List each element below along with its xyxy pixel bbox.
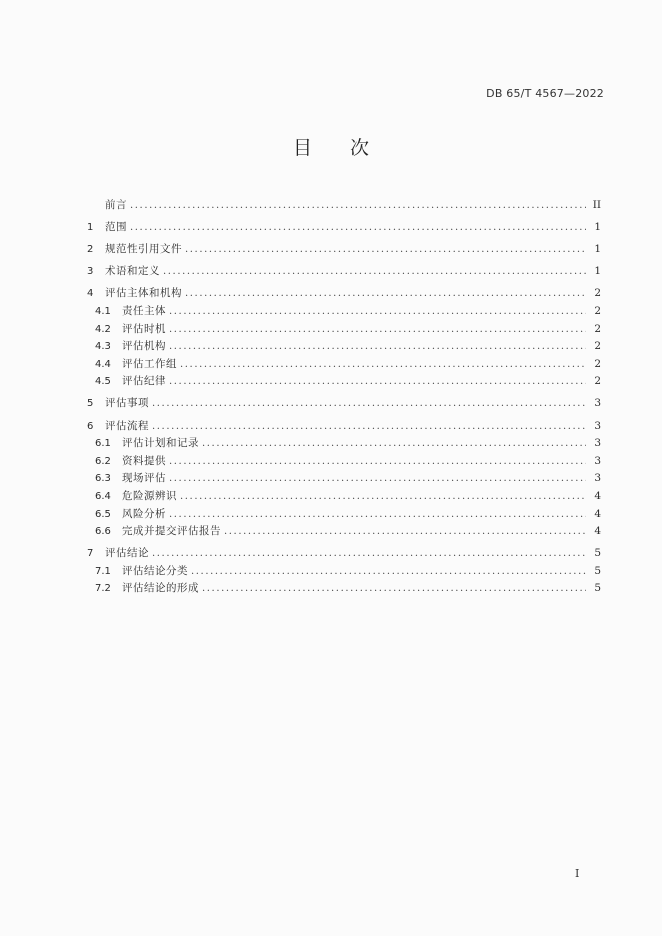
toc-entry-label: 术语和定义 [105, 265, 160, 278]
toc-entry-page: 2 [594, 287, 601, 300]
toc-entry-number: 3 [87, 266, 94, 278]
toc-entry-6[interactable] [87, 418, 601, 436]
toc-entry-label: 评估纪律 [122, 375, 166, 388]
toc-entry-4-2[interactable] [87, 321, 601, 339]
toc-entry-number: 4.1 [95, 305, 111, 317]
toc-entry-label: 评估事项 [105, 397, 149, 410]
toc-entry-page: 3 [594, 472, 601, 485]
toc-leader-dots [169, 470, 586, 488]
toc-entry-7-2[interactable] [87, 580, 601, 598]
toc-entry-number: 6.3 [95, 473, 111, 485]
toc-entry-label: 评估结论的形成 [122, 582, 199, 595]
toc-entry-preface[interactable] [87, 197, 601, 215]
toc-entry-page: 4 [594, 489, 601, 502]
toc-leader-dots [169, 338, 586, 356]
toc-leader-dots [163, 263, 586, 281]
toc-entry-6-3[interactable] [87, 470, 601, 488]
toc-leader-dots [202, 580, 586, 598]
toc-entry-label: 风险分析 [122, 507, 166, 520]
toc-leader-dots [180, 356, 586, 374]
toc-entry-number: 4.3 [95, 341, 111, 353]
toc-entry-4-5[interactable] [87, 373, 601, 391]
toc-entry-label: 评估主体和机构 [105, 287, 182, 300]
toc-leader-dots [169, 303, 586, 321]
toc-entry-6-1[interactable] [87, 435, 601, 453]
toc-entry-page: 1 [594, 265, 601, 278]
toc-entry-number: 6.4 [95, 490, 111, 502]
toc-entry-page: 3 [594, 437, 601, 450]
toc-entry-label: 责任主体 [122, 304, 166, 317]
toc-leader-dots [169, 506, 586, 524]
toc-entry-6-5[interactable] [87, 506, 601, 524]
toc-entry-5[interactable] [87, 395, 601, 413]
toc-entry-number: 7 [87, 548, 94, 560]
toc-entry-2[interactable] [87, 241, 601, 259]
toc-leader-dots [152, 545, 586, 563]
toc-entry-1[interactable] [87, 219, 601, 237]
toc-leader-dots [152, 418, 586, 436]
toc-leader-dots [169, 453, 586, 471]
toc-title-char-2: 次 [350, 137, 370, 159]
toc-title [0, 133, 662, 160]
standard-code: DB 65/T 4567—2022 [486, 87, 604, 100]
toc-entry-4-3[interactable] [87, 338, 601, 356]
toc-entry-label: 范围 [105, 221, 127, 234]
toc-entry-number: 4 [87, 288, 94, 300]
toc-entry-page: 1 [594, 221, 601, 234]
toc-entry-6-4[interactable] [87, 488, 601, 506]
toc-entry-label: 完成并提交评估报告 [122, 525, 221, 538]
toc-entry-number: 4.4 [95, 358, 111, 370]
toc-entry-page: 4 [594, 507, 601, 520]
toc-entry-label: 危险源辨识 [122, 489, 177, 502]
toc-entry-page: 5 [594, 547, 601, 560]
toc-title-char-1: 目 [292, 137, 312, 159]
toc-entry-label: 现场评估 [122, 472, 166, 485]
toc-leader-dots [169, 321, 586, 339]
toc-entry-page: II [592, 199, 601, 211]
toc-entry-page: 3 [594, 397, 601, 410]
toc-leader-dots [130, 197, 586, 215]
toc-entry-6-2[interactable] [87, 453, 601, 471]
toc-leader-dots [169, 373, 586, 391]
toc-entry-number: 7.2 [95, 583, 111, 595]
table-of-contents [87, 197, 601, 598]
toc-entry-6-6[interactable] [87, 523, 601, 541]
toc-entry-4[interactable] [87, 285, 601, 303]
toc-leader-dots [130, 219, 586, 237]
toc-entry-label: 资料提供 [122, 454, 166, 467]
toc-entry-label: 评估流程 [105, 419, 149, 432]
toc-entry-page: 5 [594, 564, 601, 577]
toc-entry-number: 4.2 [95, 323, 111, 335]
toc-entry-label: 评估机构 [122, 340, 166, 353]
toc-entry-number: 6.6 [95, 526, 111, 538]
toc-entry-7-1[interactable] [87, 563, 601, 581]
toc-entry-page: 1 [594, 243, 601, 256]
toc-entry-page: 3 [594, 454, 601, 467]
toc-leader-dots [152, 395, 586, 413]
toc-leader-dots [185, 241, 586, 259]
toc-entry-page: 3 [594, 419, 601, 432]
toc-entry-page: 2 [594, 340, 601, 353]
toc-entry-page: 2 [594, 322, 601, 335]
toc-entry-number: 6.1 [95, 438, 111, 450]
toc-entry-number: 6 [87, 420, 94, 432]
toc-entry-number: 6.2 [95, 455, 111, 467]
toc-entry-page: 5 [594, 582, 601, 595]
toc-entry-page: 2 [594, 304, 601, 317]
toc-entry-number: 4.5 [95, 376, 111, 388]
toc-leader-dots [224, 523, 586, 541]
toc-leader-dots [202, 435, 586, 453]
page-number: I [575, 867, 580, 880]
toc-entry-4-4[interactable] [87, 356, 601, 374]
toc-entry-label: 评估工作组 [122, 357, 177, 370]
toc-entry-page: 2 [594, 357, 601, 370]
toc-entry-4-1[interactable] [87, 303, 601, 321]
toc-entry-page: 2 [594, 375, 601, 388]
toc-entry-label: 规范性引用文件 [105, 243, 182, 256]
toc-entry-number: 5 [87, 398, 94, 410]
toc-entry-label: 评估计划和记录 [122, 437, 199, 450]
toc-entry-label: 评估结论 [105, 547, 149, 560]
toc-entry-number: 6.5 [95, 508, 111, 520]
toc-entry-number: 1 [87, 222, 94, 234]
toc-entry-3[interactable] [87, 263, 601, 281]
toc-entry-label: 评估时机 [122, 322, 166, 335]
toc-entry-label: 评估结论分类 [122, 564, 188, 577]
toc-entry-number: 2 [87, 244, 94, 256]
toc-entry-label: 前言 [105, 199, 127, 211]
toc-leader-dots [191, 563, 586, 581]
toc-leader-dots [185, 285, 586, 303]
toc-entry-7[interactable] [87, 545, 601, 563]
toc-leader-dots [180, 488, 586, 506]
toc-entry-number: 7.1 [95, 565, 111, 577]
toc-entry-page: 4 [594, 525, 601, 538]
